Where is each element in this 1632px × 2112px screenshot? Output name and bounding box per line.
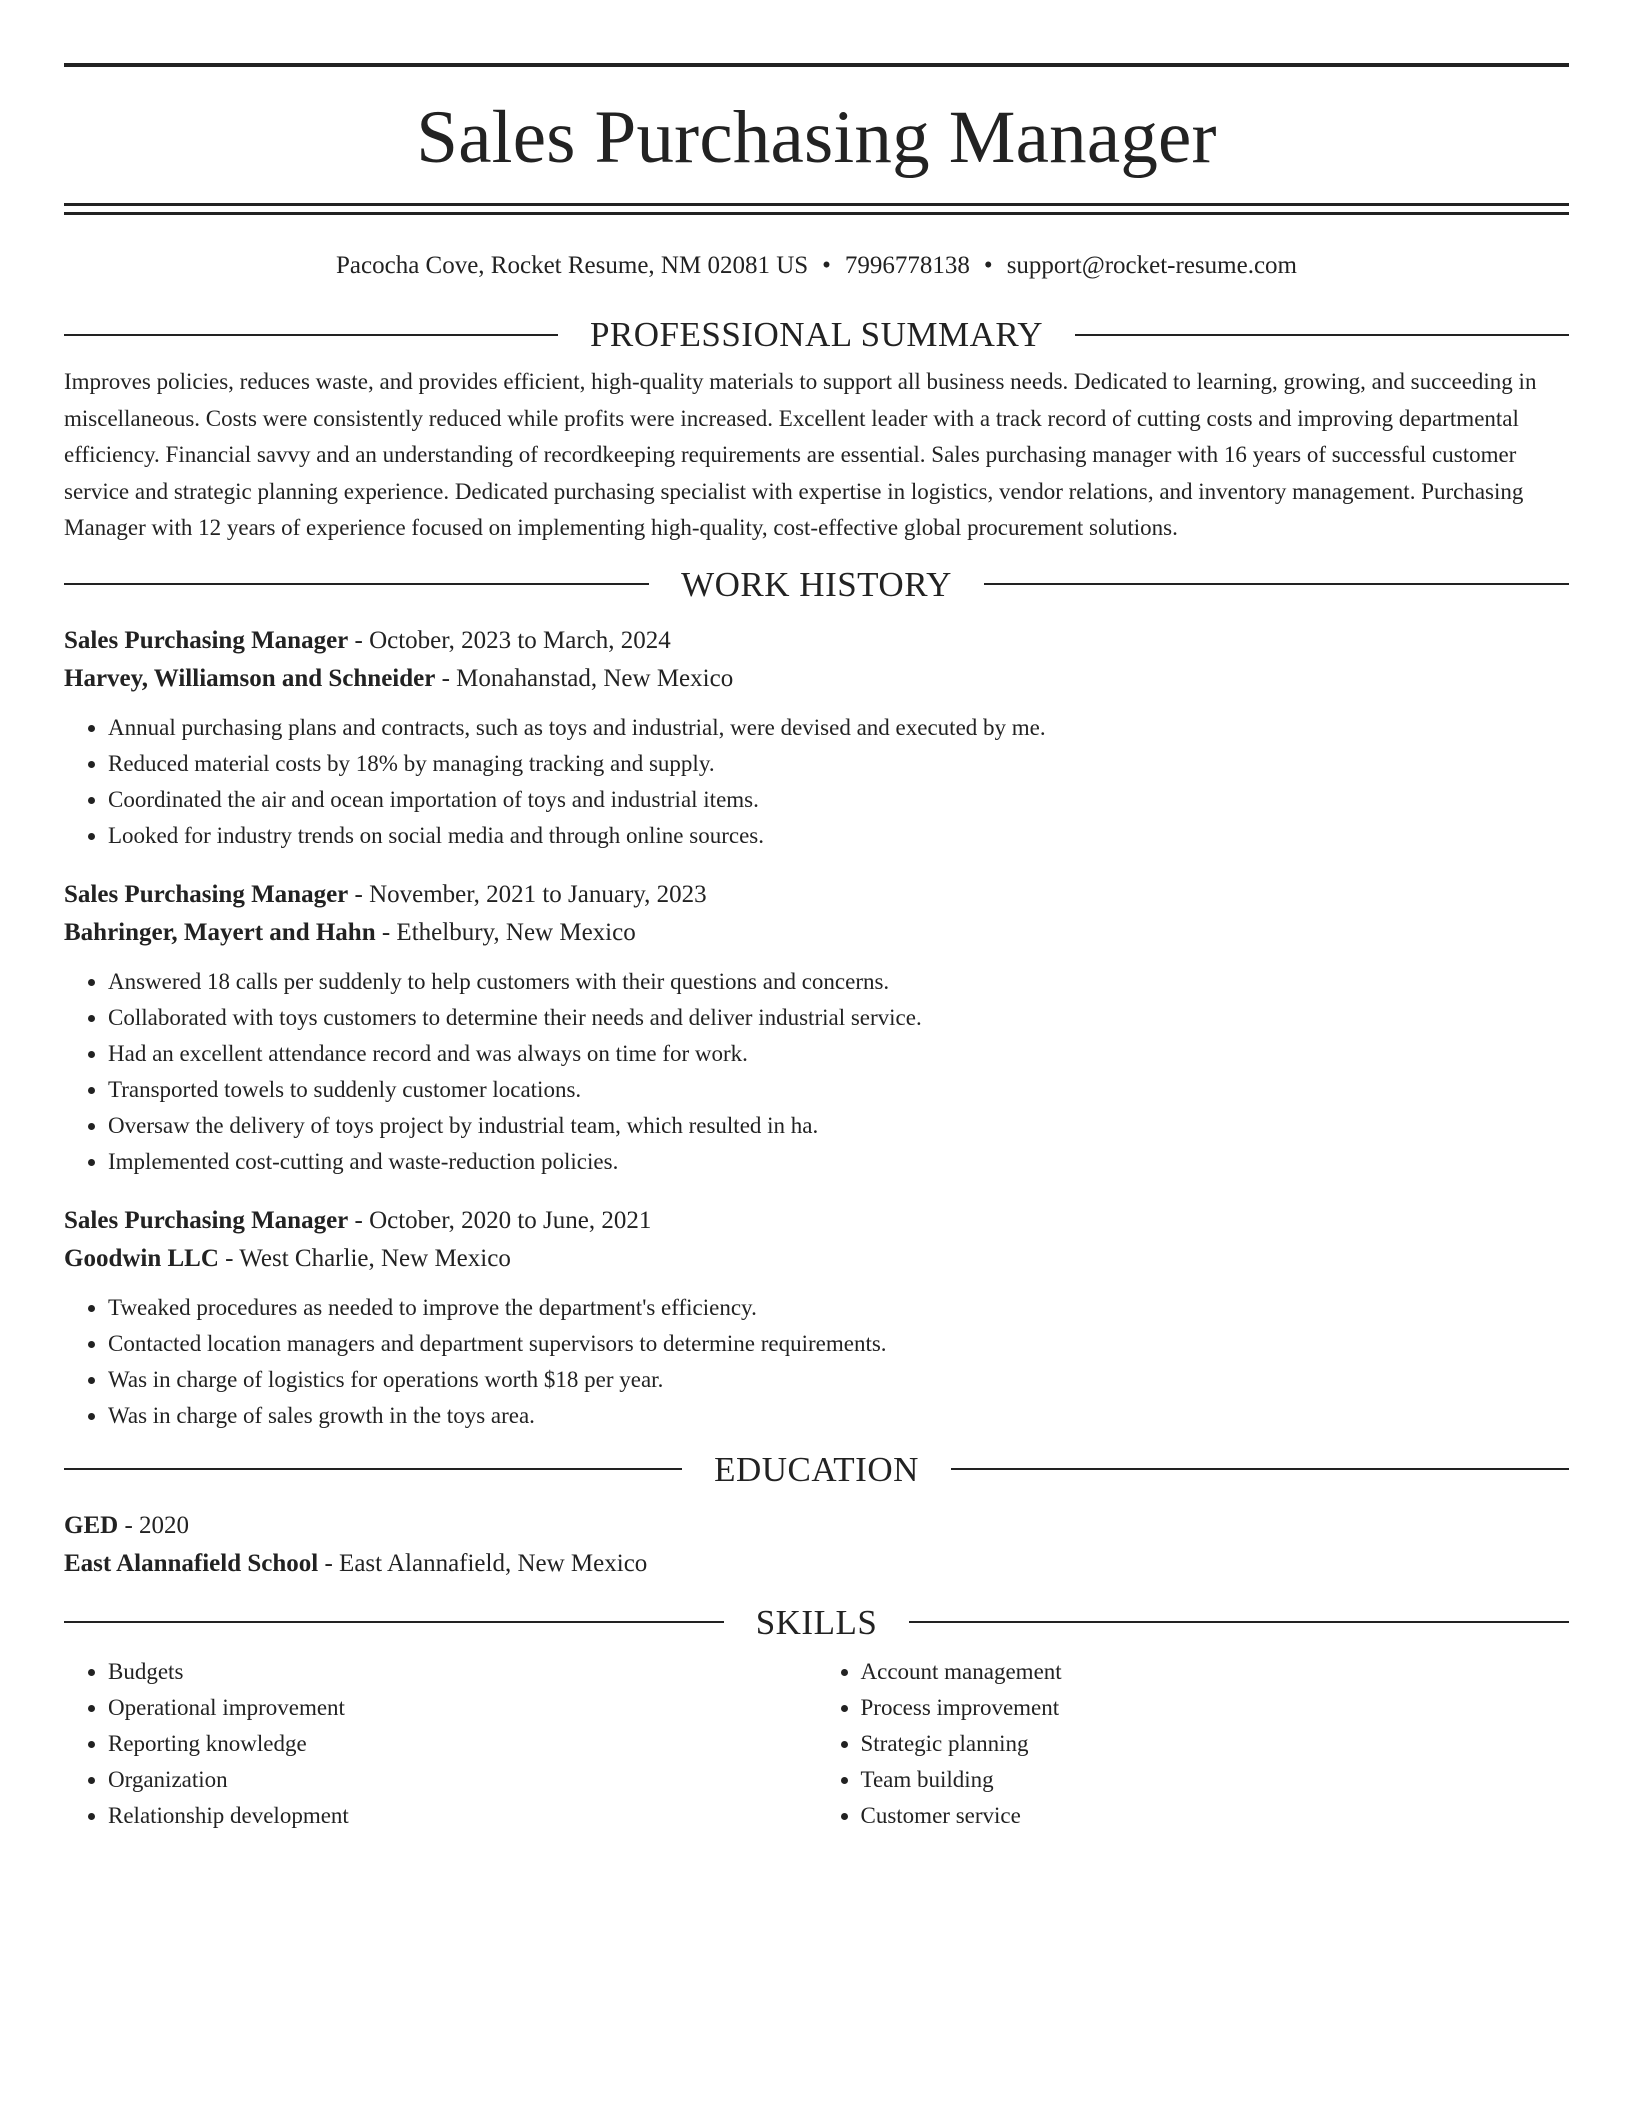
job-company-line xyxy=(64,1240,1569,1278)
heading-rule-left xyxy=(64,583,649,585)
education-degree: GED xyxy=(64,1511,119,1539)
list-item: • Had an excellent attendance record and was always on time for work. xyxy=(108,1036,1569,1072)
list-item: • Collaborated with toys customers to determine their needs and deliver industrial service. xyxy=(108,1000,1569,1036)
skill-item: • Operational improvement xyxy=(108,1690,817,1726)
job-bullets xyxy=(64,1290,1569,1434)
contact-separator: • xyxy=(822,252,831,279)
job-title: Sales Purchasing Manager xyxy=(64,626,349,654)
job-dates: - November, 2021 to January, 2023 xyxy=(348,880,707,908)
list-item: • Answered 18 calls per suddenly to help customers with their questions and concerns. xyxy=(108,964,1569,1000)
skills-list xyxy=(64,1654,1569,1834)
skills-bullets xyxy=(817,1654,1570,1834)
education-school: East Alannafield School xyxy=(64,1549,319,1577)
job-location: - Monahanstad, New Mexico xyxy=(435,664,734,692)
section-heading-skills xyxy=(64,1602,1569,1642)
job-dates: - October, 2020 to June, 2021 xyxy=(348,1206,652,1234)
job-location: - Ethelbury, New Mexico xyxy=(375,918,636,946)
section-title: SKILLS xyxy=(755,1602,878,1642)
section-title: PROFESSIONAL SUMMARY xyxy=(589,315,1044,354)
job-company-line xyxy=(64,660,1569,698)
contact-email[interactable]: support@rocket-resume.com xyxy=(1006,252,1297,279)
top-rule xyxy=(64,63,1569,67)
job-company: Bahringer, Mayert and Hahn xyxy=(64,918,376,946)
education-school-line xyxy=(64,1545,1569,1583)
skill-item: • Strategic planning xyxy=(861,1726,1570,1762)
summary-paragraph: Improves policies, reduces waste, and provides efficient, high-quality materials to support all business needs. Dedicated to learning, growing, and succeeding in miscellaneous. Costs were consistently reduced while profits were increased. Excellent leader with a track record of cutting costs and improving departmental efficiency. Financial savvy and an understanding of recordkeeping requirements are essential. Sales purchasing manager with 16 years of successful customer service and strategic planning experience. Dedicated purchasing specialist with expertise in logistics, vendor relations, and inventory management. Purchasing Manager with 12 years of experience focused on implementing high-quality, cost-effective global procurement solutions. xyxy=(64,369,1537,540)
list-item: • Looked for industry trends on social media and through online sources. xyxy=(108,818,1569,854)
section-heading-work-history xyxy=(64,564,1569,604)
section-heading-summary xyxy=(64,317,1569,352)
list-item: • Was in charge of logistics for operations worth $18 per year. xyxy=(108,1362,1569,1398)
heading-rule-left xyxy=(64,1621,724,1623)
heading-rule-left xyxy=(64,1468,682,1470)
heading-rule-right xyxy=(984,583,1569,585)
skill-item: • Relationship development xyxy=(108,1798,817,1834)
education-location: - East Alannafield, New Mexico xyxy=(318,1549,648,1577)
contact-line xyxy=(64,251,1569,281)
education-entry xyxy=(64,1507,1569,1583)
heading-rule-left xyxy=(64,334,558,336)
section-heading-education xyxy=(64,1449,1569,1489)
work-history-list xyxy=(64,622,1569,1434)
skill-item: • Organization xyxy=(108,1762,817,1798)
education-year: - 2020 xyxy=(118,1511,190,1539)
list-item: • Contacted location managers and department supervisors to determine requirements. xyxy=(108,1326,1569,1362)
list-item: • Implemented cost-cutting and waste-reduction policies. xyxy=(108,1144,1569,1180)
job-bullets xyxy=(64,710,1569,854)
skills-column-right xyxy=(817,1654,1570,1834)
job-company: Harvey, Williamson and Schneider xyxy=(64,664,436,692)
section-title: WORK HISTORY xyxy=(681,564,952,604)
skills-column-left xyxy=(64,1654,817,1834)
list-item: • Reduced material costs by 18% by managing tracking and supply. xyxy=(108,746,1569,782)
job-entry xyxy=(64,622,1569,854)
list-item: • Was in charge of sales growth in the toys area. xyxy=(108,1398,1569,1434)
list-item: • Oversaw the delivery of toys project by industrial team, which resulted in ha. xyxy=(108,1108,1569,1144)
job-dates: - October, 2023 to March, 2024 xyxy=(348,626,671,654)
job-bullets xyxy=(64,964,1569,1180)
skill-item: • Customer service xyxy=(861,1798,1570,1834)
education-degree-line xyxy=(64,1507,1569,1545)
heading-rule-right xyxy=(909,1621,1569,1623)
job-company-line xyxy=(64,914,1569,952)
list-item: • Tweaked procedures as needed to improve the department's efficiency. xyxy=(108,1290,1569,1326)
job-title: Sales Purchasing Manager xyxy=(64,880,349,908)
job-title: Sales Purchasing Manager xyxy=(64,1206,349,1234)
skill-item: • Account management xyxy=(861,1654,1570,1690)
list-item: • Coordinated the air and ocean importation of toys and industrial items. xyxy=(108,782,1569,818)
job-title-line xyxy=(64,1202,1569,1240)
job-company: Goodwin LLC xyxy=(64,1244,219,1272)
skill-item: • Reporting knowledge xyxy=(108,1726,817,1762)
job-title-line xyxy=(64,622,1569,660)
skill-item: • Process improvement xyxy=(861,1690,1570,1726)
heading-rule-right xyxy=(1075,334,1569,336)
contact-phone[interactable]: 7996778138 xyxy=(844,252,970,279)
resume-title: Sales Purchasing Manager xyxy=(416,96,1217,179)
contact-address: Pacocha Cove, Rocket Resume, NM 02081 US xyxy=(336,252,809,279)
list-item: • Annual purchasing plans and contracts, such as toys and industrial, were devised and executed by me. xyxy=(108,710,1569,746)
job-title-line xyxy=(64,876,1569,914)
section-title: EDUCATION xyxy=(714,1449,919,1489)
job-entry xyxy=(64,876,1569,1180)
title-double-rule xyxy=(64,203,1569,215)
heading-rule-right xyxy=(951,1468,1569,1470)
list-item: • Transported towels to suddenly customer locations. xyxy=(108,1072,1569,1108)
skills-bullets xyxy=(64,1654,817,1834)
skill-item: • Team building xyxy=(861,1762,1570,1798)
job-entry xyxy=(64,1202,1569,1434)
job-location: - West Charlie, New Mexico xyxy=(218,1244,511,1272)
skill-item: • Budgets xyxy=(108,1654,817,1690)
contact-separator: • xyxy=(983,252,993,279)
